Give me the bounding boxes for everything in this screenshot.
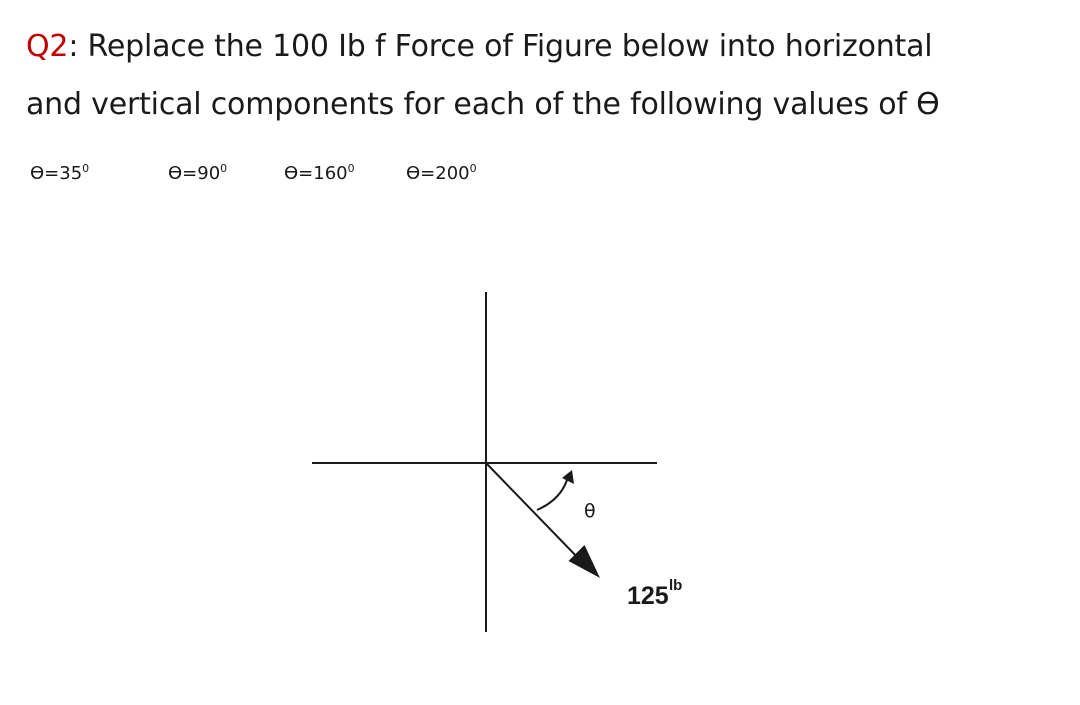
question-label: Q2 [26,29,69,64]
theta-value: $ϴ=200^0$ [406,162,477,184]
force-value-label: 125 [627,582,669,610]
angle-label: θ [584,500,596,522]
angle-arc-arrowhead [562,470,574,484]
theta-value: $ϴ=35^0$ [30,162,90,184]
question-text-line-1: : Replace the 100 Ib f Force of Figure below into horizontal [68,29,933,64]
angle-arc [537,480,567,510]
question-text-line-2: and vertical components for each of the following values of ϴ [26,87,940,122]
force-unit-label: lb [669,577,683,594]
theta-value: $ϴ=160^0$ [284,162,355,184]
force-arrowhead [569,545,601,578]
theta-value: $ϴ=90^0$ [168,162,228,184]
